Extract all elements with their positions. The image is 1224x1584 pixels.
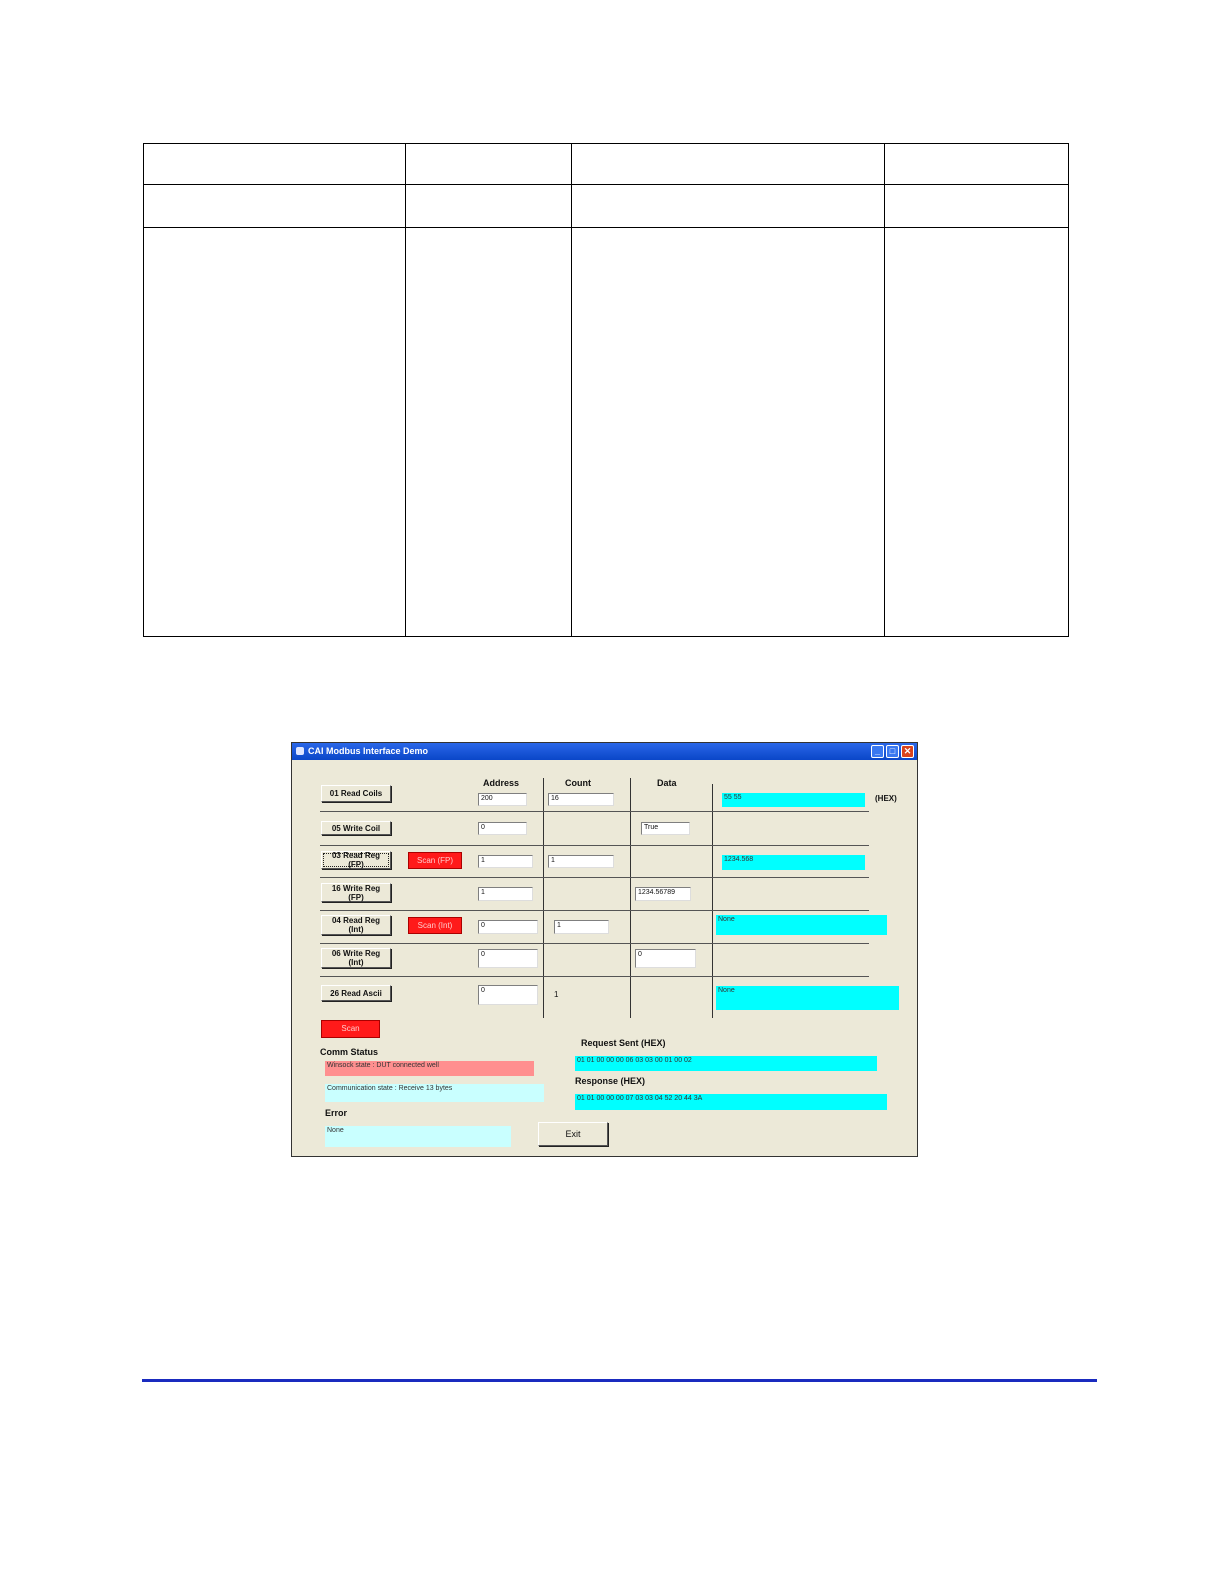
close-icon[interactable]: ✕ bbox=[901, 745, 914, 758]
write-reg-fp-data-field[interactable]: 1234.56789 bbox=[635, 887, 691, 901]
scan-button[interactable]: Scan bbox=[321, 1020, 380, 1038]
read-reg-fp-result: 1234.568 bbox=[722, 855, 865, 870]
dialog-body bbox=[292, 760, 917, 1156]
winsock-state-field: Winsock state : DUT connected well bbox=[325, 1061, 534, 1076]
row-divider bbox=[320, 877, 869, 878]
modbus-demo-window bbox=[291, 742, 918, 1157]
read-reg-int-result: None bbox=[716, 915, 887, 935]
table-cell bbox=[572, 185, 885, 228]
column-divider bbox=[630, 778, 631, 1018]
write-reg-int-address-field[interactable]: 0 bbox=[478, 949, 538, 968]
table-cell bbox=[885, 228, 1069, 637]
row-divider bbox=[320, 811, 869, 812]
read-coils-result: 55 55 bbox=[722, 793, 865, 807]
column-divider bbox=[712, 784, 713, 1018]
table-cell bbox=[406, 228, 572, 637]
write-reg-fp-button[interactable]: 16 Write Reg (FP) bbox=[321, 883, 391, 902]
comm-status-label: Comm Status bbox=[320, 1047, 379, 1057]
read-reg-fp-address-field[interactable]: 1 bbox=[478, 855, 533, 868]
error-label: Error bbox=[325, 1108, 348, 1118]
read-ascii-result: None bbox=[716, 986, 899, 1010]
table-cell bbox=[144, 228, 406, 637]
table-cell bbox=[885, 185, 1069, 228]
title-bar[interactable] bbox=[292, 743, 917, 760]
request-sent-label: Request Sent (HEX) bbox=[581, 1038, 666, 1048]
read-coils-address-field[interactable]: 200 bbox=[478, 793, 527, 806]
table-cell bbox=[406, 185, 572, 228]
count-column-header: Count bbox=[565, 778, 591, 788]
read-reg-fp-button[interactable]: 03 Read Reg (FP) bbox=[321, 851, 391, 869]
window-title: CAI Modbus Interface Demo bbox=[308, 746, 429, 756]
minimize-icon[interactable]: _ bbox=[871, 745, 884, 758]
data-column-header: Data bbox=[657, 778, 677, 788]
response-label: Response (HEX) bbox=[575, 1076, 646, 1086]
response-field: 01 01 00 00 00 07 03 03 04 52 20 44 3A bbox=[575, 1094, 887, 1110]
write-coil-data-field[interactable]: True bbox=[641, 822, 690, 835]
read-reg-int-count-field[interactable]: 1 bbox=[554, 920, 609, 934]
row-divider bbox=[320, 845, 869, 846]
read-reg-int-button[interactable]: 04 Read Reg (Int) bbox=[321, 915, 391, 935]
read-reg-fp-count-field[interactable]: 1 bbox=[548, 855, 614, 868]
write-reg-int-button[interactable]: 06 Write Reg (Int) bbox=[321, 948, 391, 968]
write-coil-address-field[interactable]: 0 bbox=[478, 822, 527, 835]
read-coils-count-field[interactable]: 16 bbox=[548, 793, 614, 806]
communication-state-field: Communication state : Receive 13 bytes bbox=[325, 1084, 544, 1102]
row-divider bbox=[320, 943, 869, 944]
request-sent-field: 01 01 00 00 00 06 03 03 00 01 00 02 bbox=[575, 1056, 877, 1071]
address-column-header: Address bbox=[483, 778, 520, 788]
write-coil-button[interactable]: 05 Write Coil bbox=[321, 821, 391, 835]
exit-button[interactable]: Exit bbox=[538, 1122, 608, 1146]
table-cell bbox=[572, 228, 885, 637]
scan-fp-button[interactable]: Scan (FP) bbox=[408, 852, 462, 869]
read-ascii-count-value: 1 bbox=[554, 990, 559, 999]
maximize-icon[interactable]: □ bbox=[886, 745, 899, 758]
read-reg-int-address-field[interactable]: 0 bbox=[478, 920, 538, 934]
scan-int-button[interactable]: Scan (Int) bbox=[408, 917, 462, 934]
document-table bbox=[143, 143, 1069, 637]
footer-rule bbox=[142, 1379, 1097, 1382]
table-cell bbox=[572, 144, 885, 185]
table-cell bbox=[144, 144, 406, 185]
write-reg-int-data-field[interactable]: 0 bbox=[635, 949, 696, 968]
row-divider bbox=[320, 976, 869, 977]
column-divider bbox=[543, 778, 544, 1018]
error-field: None bbox=[325, 1126, 511, 1147]
read-coils-button[interactable]: 01 Read Coils bbox=[321, 785, 391, 802]
table-cell bbox=[406, 144, 572, 185]
table-cell bbox=[885, 144, 1069, 185]
row-divider bbox=[320, 910, 869, 911]
read-ascii-address-field[interactable]: 0 bbox=[478, 985, 538, 1005]
app-icon bbox=[296, 747, 304, 755]
read-ascii-button[interactable]: 26 Read Ascii bbox=[321, 985, 391, 1001]
hex-suffix-label: (HEX) bbox=[875, 794, 897, 803]
write-reg-fp-address-field[interactable]: 1 bbox=[478, 887, 533, 901]
table-cell bbox=[144, 185, 406, 228]
